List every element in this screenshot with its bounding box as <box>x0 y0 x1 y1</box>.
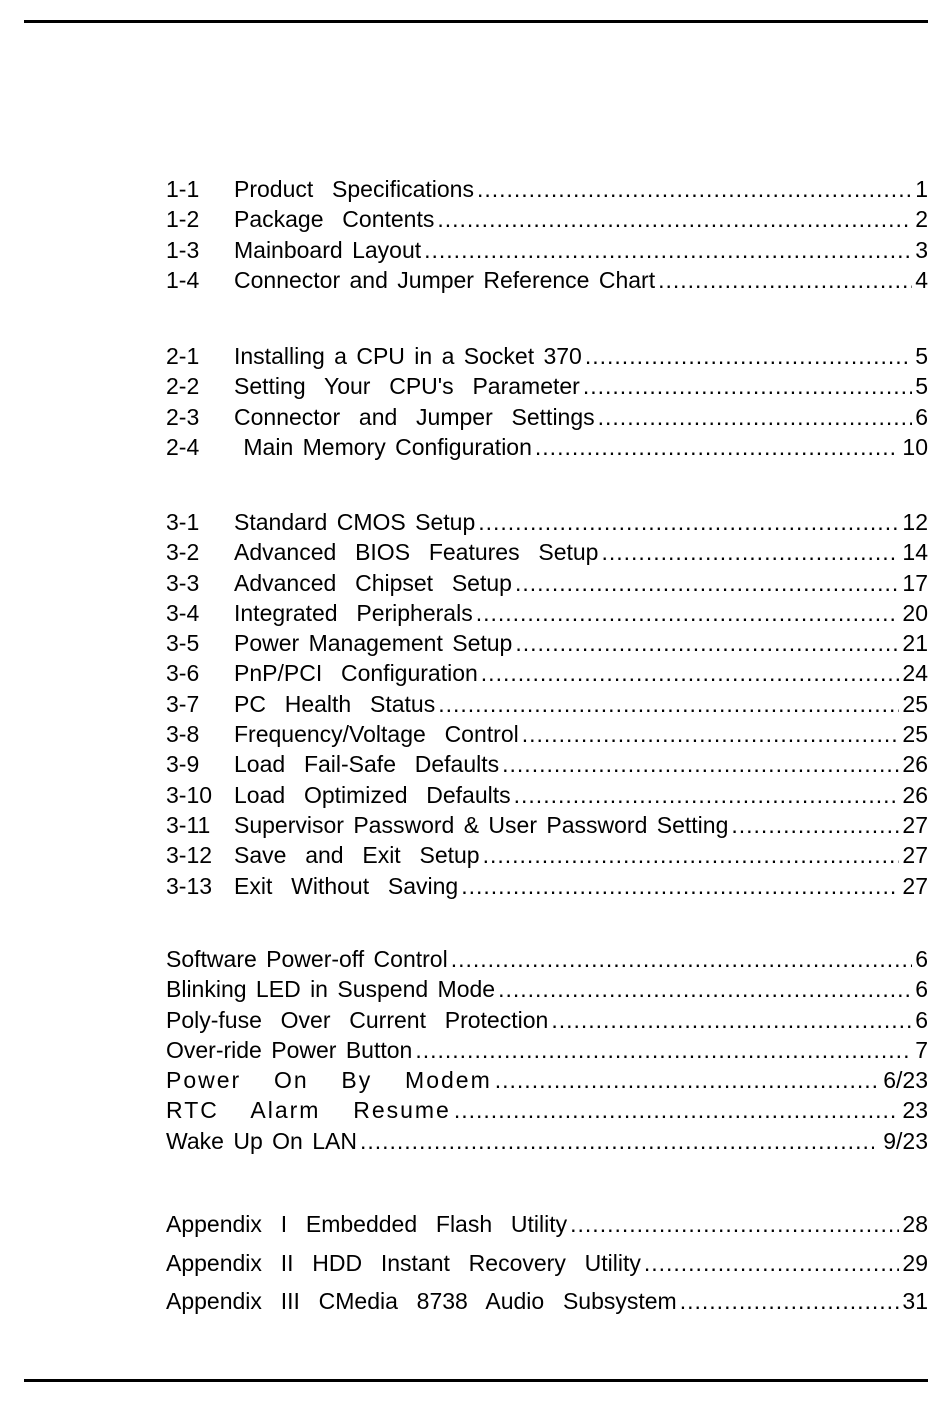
toc-entry-title: PC Health Status <box>234 690 436 717</box>
dot-leader <box>598 402 913 432</box>
toc-entry-page-number: 4 <box>915 266 928 293</box>
toc-entry-title: Mainboard Layout <box>234 236 422 263</box>
toc-entry[interactable] <box>166 265 928 295</box>
toc-entry-title: Frequency/Voltage Control <box>234 721 519 748</box>
toc-entry-title: Package Contents <box>234 206 435 233</box>
toc-entry-title: Advanced BIOS Features Setup <box>234 539 599 566</box>
toc-entry-number: 2-3 <box>166 403 200 430</box>
toc-entry-number: 3-8 <box>166 721 200 748</box>
toc-entry-title: RTC Alarm Resume <box>166 1097 451 1124</box>
toc-entry[interactable] <box>166 810 928 840</box>
toc-entry-page-number: 10 <box>902 433 928 460</box>
toc-entry[interactable] <box>166 235 928 265</box>
toc-entry[interactable] <box>166 371 928 401</box>
dot-leader <box>477 174 912 204</box>
dot-leader <box>644 1244 900 1283</box>
toc-entry-title: Blinking LED in Suspend Mode <box>166 976 496 1003</box>
dot-leader <box>481 658 900 688</box>
toc-entry[interactable] <box>166 1282 928 1321</box>
toc-entry-number: 3-2 <box>166 539 200 566</box>
toc-entry-page-number: 6 <box>915 946 928 972</box>
toc-entry-number: 3-6 <box>166 660 200 687</box>
toc-entry-title: Wake Up On LAN <box>166 1127 357 1154</box>
toc-entry-number: 3-11 <box>166 811 211 838</box>
dot-leader <box>522 719 900 749</box>
toc-entry-number: 3-4 <box>166 599 200 626</box>
toc-entry[interactable] <box>166 658 928 688</box>
toc-entry-number: 1-3 <box>166 236 200 263</box>
toc-entry[interactable] <box>166 1205 928 1244</box>
toc-entry-title: Setting Your CPU's Parameter <box>234 373 580 400</box>
toc-entry-title: Power On By Modem <box>166 1067 492 1094</box>
toc-entry[interactable] <box>166 780 928 810</box>
toc-entry-title: Software Power-off Control <box>166 946 448 972</box>
toc-entry-number: 3-13 <box>166 872 213 899</box>
toc-entry-title: Standard CMOS Setup <box>234 509 476 535</box>
dot-leader <box>585 341 912 371</box>
toc-entry-title: Poly-fuse Over Current Protection <box>166 1006 549 1033</box>
toc-entry[interactable] <box>166 944 928 974</box>
toc-entry-page-number: 6/23 <box>883 1067 928 1094</box>
toc-entry-page-number: 12 <box>902 509 928 535</box>
toc-entry-page-number: 27 <box>902 842 928 869</box>
toc-entry-number: 3-5 <box>166 630 200 657</box>
toc-entry[interactable] <box>166 174 928 204</box>
toc-section-chapter-1 <box>166 174 928 295</box>
toc-entry-page-number: 26 <box>902 781 928 808</box>
toc-entry-title: Main Memory Configuration <box>234 433 532 460</box>
toc-entry-title: Appendix I Embedded Flash Utility <box>166 1211 568 1237</box>
toc-entry[interactable] <box>166 341 928 371</box>
toc-entry-title: Save and Exit Setup <box>234 842 480 869</box>
toc-entry-page-number: 6 <box>915 1006 928 1033</box>
toc-entry-title: Appendix III CMedia 8738 Audio Subsystem <box>166 1288 677 1314</box>
dot-leader <box>415 1035 912 1065</box>
toc-entry[interactable] <box>166 204 928 234</box>
dot-leader <box>658 265 912 295</box>
toc-entry-title: Power Management Setup <box>234 630 513 657</box>
toc-entry[interactable] <box>166 749 928 779</box>
toc-entry-title: Supervisor Password & User Password Setting <box>234 811 729 838</box>
toc-entry-page-number: 5 <box>915 343 928 369</box>
toc-entry[interactable] <box>166 402 928 432</box>
toc-entry-page-number: 9/23 <box>876 1127 928 1154</box>
toc-entry-page-number: 25 <box>902 690 928 717</box>
dot-leader <box>483 840 900 870</box>
toc-entry[interactable] <box>166 974 928 1004</box>
toc-entry-number: 3-1 <box>166 509 200 535</box>
toc-entry-page-number: 20 <box>902 599 928 626</box>
toc-entry[interactable] <box>166 719 928 749</box>
toc-section-appendix <box>166 1205 928 1321</box>
toc-entry[interactable] <box>166 1065 928 1095</box>
toc-entry-page-number: 3 <box>915 236 928 263</box>
toc-entry[interactable] <box>166 432 928 462</box>
dot-leader <box>454 1095 900 1125</box>
dot-leader <box>476 598 900 628</box>
toc-entry-number: 2-2 <box>166 373 200 400</box>
dot-leader <box>424 235 912 265</box>
dot-leader <box>515 628 899 658</box>
toc-entry-title: Installing a CPU in a Socket 370 <box>234 343 582 369</box>
toc-entry-page-number: 14 <box>902 539 928 566</box>
toc-entry-number: 3-3 <box>166 569 200 596</box>
toc-entry-title: PnP/PCI Configuration <box>234 660 478 687</box>
toc-entry-page-number: 21 <box>902 630 928 657</box>
toc-entry[interactable] <box>166 568 928 598</box>
bottom-rule <box>24 1379 928 1382</box>
top-rule <box>24 20 928 23</box>
toc-entry-title: Load Fail-Safe Defaults <box>234 751 500 778</box>
toc-entry-title: Connector and Jumper Reference Chart <box>234 266 656 293</box>
toc-entry[interactable] <box>166 628 928 658</box>
toc-entry-page-number: 2 <box>915 206 928 233</box>
toc-entry-title: Exit Without Saving <box>234 872 459 899</box>
toc-entry-page-number: 6 <box>915 976 928 1003</box>
toc-entry-number: 3-7 <box>166 690 200 717</box>
toc-entry-number: 1-4 <box>166 266 200 293</box>
dot-leader <box>478 507 899 537</box>
toc-entry-title: Over-ride Power Button <box>166 1036 413 1063</box>
toc-entry[interactable] <box>166 871 928 901</box>
toc-entry-title: Product Specifications <box>234 176 474 202</box>
dot-leader <box>551 1005 912 1035</box>
toc-entry[interactable] <box>166 1244 928 1283</box>
dot-leader <box>438 689 899 719</box>
toc-entry[interactable] <box>166 689 928 719</box>
toc-entry[interactable] <box>166 1095 928 1125</box>
toc-entry-title: Load Optimized Defaults <box>234 781 511 808</box>
dot-leader <box>515 568 899 598</box>
toc-entry-page-number: 1 <box>915 176 928 202</box>
toc-entry[interactable] <box>166 1005 928 1035</box>
dot-leader <box>535 432 900 462</box>
toc-entry-title: Appendix II HDD Instant Recovery Utility <box>166 1249 641 1276</box>
toc-entry-page-number: 23 <box>902 1097 928 1124</box>
dot-leader <box>680 1282 900 1321</box>
toc-entry-number: 2-4 <box>166 433 200 460</box>
toc-entry[interactable] <box>166 840 928 870</box>
toc-entry-page-number: 6 <box>915 403 928 430</box>
dot-leader <box>502 749 899 779</box>
toc-entry[interactable] <box>166 537 928 567</box>
dot-leader <box>451 944 913 974</box>
toc-entry-page-number: 31 <box>902 1288 928 1314</box>
dot-leader <box>583 371 912 401</box>
toc-entry-page-number: 29 <box>902 1249 928 1276</box>
toc-entry-page-number: 27 <box>902 811 928 838</box>
toc-entry[interactable] <box>166 1035 928 1065</box>
toc-section-chapter-2 <box>166 341 928 462</box>
toc-section-special-features <box>166 944 928 1156</box>
toc-entry-number: 3-10 <box>166 781 213 808</box>
toc-entry[interactable] <box>166 598 928 628</box>
dot-leader <box>360 1126 874 1156</box>
toc-entry[interactable] <box>166 1126 928 1156</box>
toc-entry[interactable] <box>166 507 928 537</box>
toc-entry-number: 1-2 <box>166 206 200 233</box>
dot-leader <box>498 974 912 1004</box>
toc-entry-number: 1-1 <box>166 176 200 202</box>
toc-entry-number: 3-12 <box>166 842 213 869</box>
toc-entry-title: Connector and Jumper Settings <box>234 403 595 430</box>
dot-leader <box>731 810 899 840</box>
toc-entry-page-number: 24 <box>902 660 928 687</box>
toc-entry-number: 2-1 <box>166 343 200 369</box>
dot-leader <box>601 537 899 567</box>
toc-entry-page-number: 7 <box>915 1036 928 1063</box>
dot-leader <box>495 1065 880 1095</box>
dot-leader <box>514 780 900 810</box>
toc-entry-page-number: 17 <box>902 569 928 596</box>
toc-entry-title: Integrated Peripherals <box>234 599 473 626</box>
toc-entry-page-number: 27 <box>902 872 928 899</box>
toc-entry-page-number: 28 <box>902 1211 928 1237</box>
toc-section-chapter-3 <box>166 507 928 901</box>
dot-leader <box>570 1205 899 1244</box>
dot-leader <box>437 204 912 234</box>
toc-entry-number: 3-9 <box>166 751 200 778</box>
dot-leader <box>461 871 899 901</box>
toc-entry-page-number: 5 <box>915 373 928 400</box>
toc-entry-page-number: 26 <box>902 751 928 778</box>
toc-entry-title: Advanced Chipset Setup <box>234 569 512 596</box>
toc-entry-page-number: 25 <box>902 721 928 748</box>
